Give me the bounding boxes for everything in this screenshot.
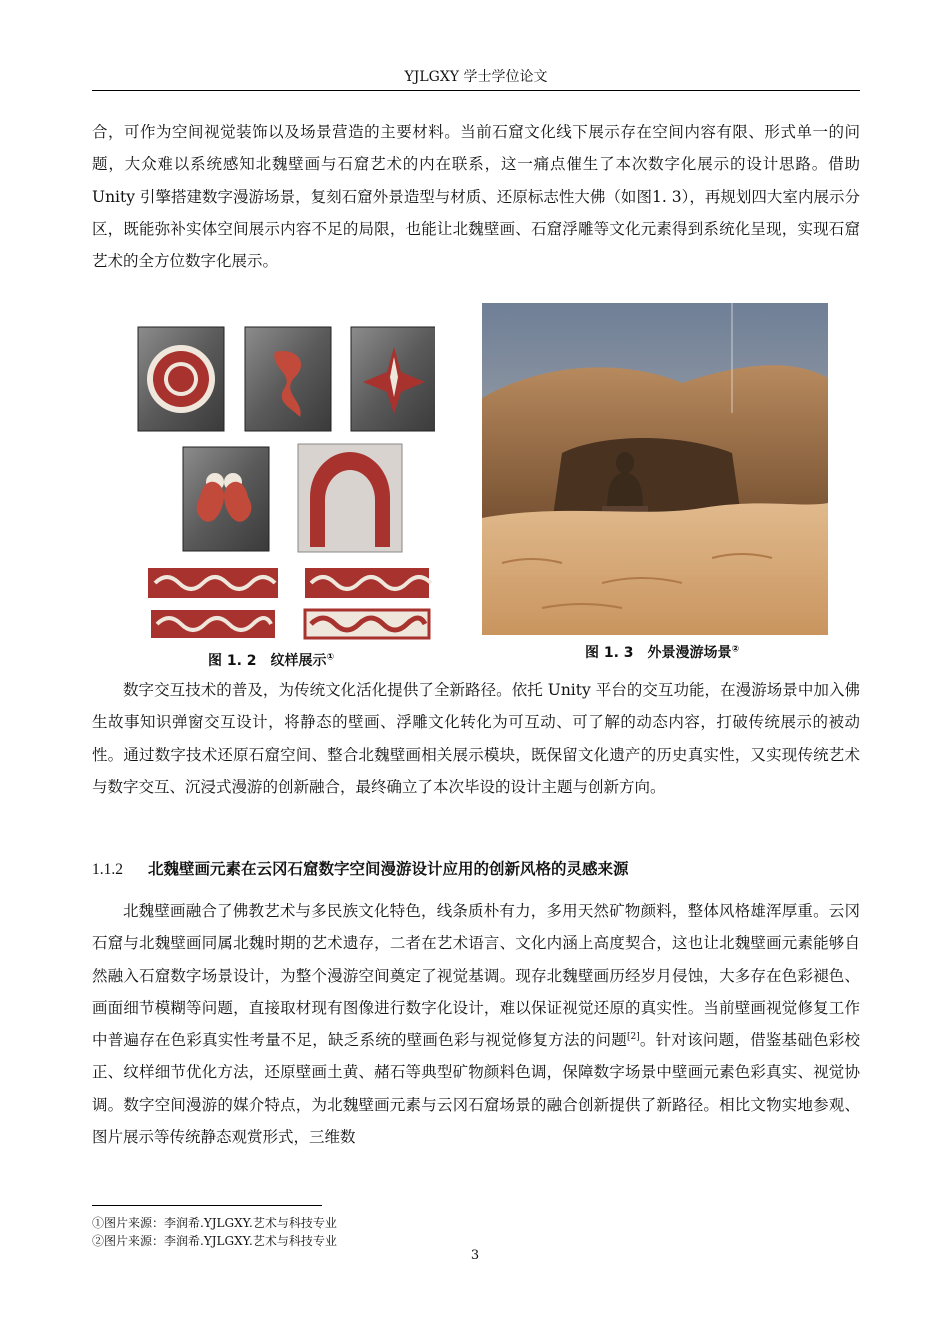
footnote-1: ①图片来源：李润希.YJLGXY.艺术与科技专业 xyxy=(92,1216,337,1230)
page-number: 3 xyxy=(470,1248,480,1263)
footnote-rule xyxy=(92,1205,322,1206)
section-heading xyxy=(92,857,629,879)
paragraph-intro: 合，可作为空间视觉装饰以及场景营造的主要材料。当前石窟文化线下展示存在空间内容有限、形式单一的问题，大众难以系统感知北魏壁画与石窟艺术的内在联系，这一痛点催生了本次数字化展示的设计思路。借助 Unity 引擎搭建数字漫游场景，复刻石窟外景造型与材质、还原标志性大佛（如图1. 3），再规划四大室内展示分区，既能弥补实体空间展示内容不足的局限，也能让北魏壁画、石窟浮雕等文化元素得到系统化呈现，实现石窟艺术的全方位数字化展示。 xyxy=(92,123,860,271)
page-header: YJLGXY 学士学位论文 xyxy=(404,69,548,85)
figure-1-2-caption: 图 1. 2 纹样展示① xyxy=(208,652,335,669)
figure-exterior-scene xyxy=(482,303,828,635)
paragraph-inspiration: 北魏壁画融合了佛教艺术与多民族文化特色，线条质朴有力，多用天然矿物颜料，整体风格雄浑厚重。云冈石窟与北魏壁画同属北魏时期的艺术遗存，二者在艺术语言、文化内涵上高度契合，这也让北魏壁画元素能够自然融入石窟数字场景设计，为整个漫游空间奠定了视觉基调。现存北魏壁画历经岁月侵蚀，大多存在色彩褪色、画面细节模糊等问题，直接取材现有图像进行数字化设计，难以保证视觉还原的真实性。当前壁画视觉修复工作中普遍存在色彩真实性考量不足，缺乏系统的壁画色彩与视觉修复方法的问题[2]。针对该问题，借鉴基础色彩校正、纹样细节优化方法，还原壁画土黄、赭石等典型矿物颜料色调，保障数字场景中壁画元素色彩真实、视觉协调。数字空间漫游的媒介特点，为北魏壁画元素与云冈石窟场景的融合创新提供了新路径。相比文物实地参观、图片展示等传统静态观赏形式，三维数 xyxy=(92,902,860,1147)
figure-pattern-display xyxy=(135,322,435,644)
section-number: 1.1.2 xyxy=(92,861,123,878)
pattern-tiles-image xyxy=(135,322,435,644)
header-rule xyxy=(92,90,860,91)
footnote-2: ②图片来源：李润希.YJLGXY.艺术与科技专业 xyxy=(92,1234,337,1248)
figure-1-3-caption: 图 1. 3 外景漫游场景② xyxy=(585,644,740,661)
section-title: 北魏壁画元素在云冈石窟数字空间漫游设计应用的创新风格的灵感来源 xyxy=(148,860,629,878)
citation-ref[interactable]: [2] xyxy=(626,1032,640,1043)
paragraph-digital-interaction: 数字交互技术的普及，为传统文化活化提供了全新路径。依托 Unity 平台的交互功能，在漫游场景中加入佛生故事知识弹窗交互设计，将静态的壁画、浮雕文化转化为可互动、可了解的动态内容，打破传统展示的被动性。通过数字技术还原石窟空间、整合北魏壁画相关展示模块，既保留文化遗产的历史真实性，又实现传统艺术与数字交互、沉浸式漫游的创新融合，最终确立了本次毕设的设计主题与创新方向。 xyxy=(92,681,860,796)
grotto-scene-image xyxy=(482,303,828,635)
